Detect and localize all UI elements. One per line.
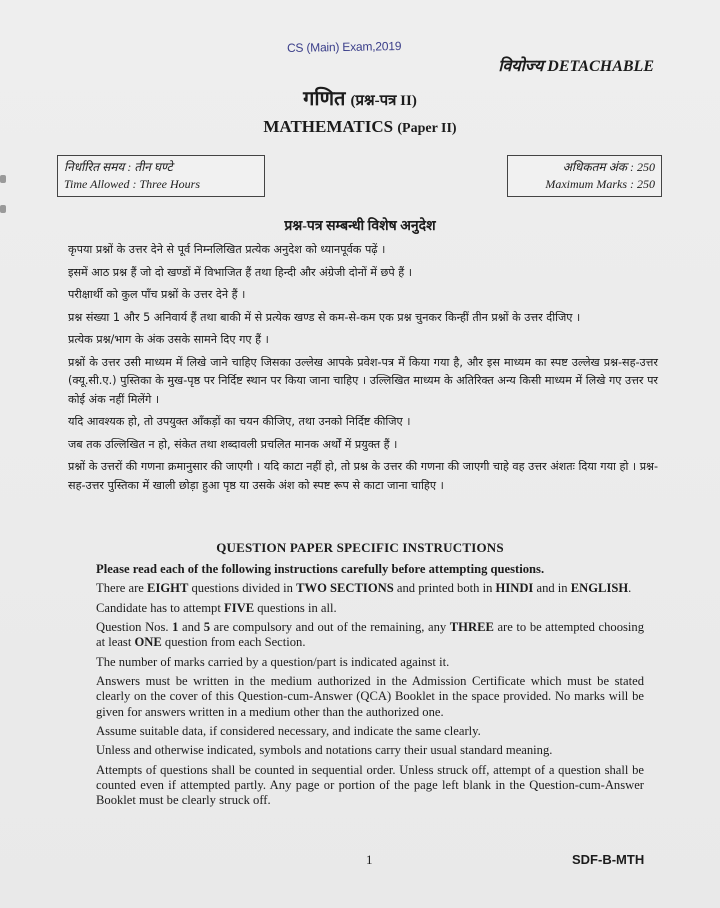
maximum-marks-box bbox=[507, 155, 662, 197]
hindi-instruction: जब तक उल्लिखित न हो, संकेत तथा शब्दावली प्रचलित मानक अर्थों में प्रयुक्त हैं । bbox=[68, 437, 398, 451]
english-instructions-list bbox=[96, 562, 644, 813]
hindi-instructions-heading: प्रश्न-पत्र सम्बन्धी विशेष अनुदेश bbox=[284, 219, 436, 234]
hindi-instruction: यदि आवश्यक हो, तो उपयुक्त आँकड़ों का चयन कीजिए, तथा उनको निर्दिष्ट कीजिए । bbox=[68, 415, 411, 428]
time-allowed-box bbox=[57, 155, 265, 197]
english-subject: MATHEMATICS bbox=[263, 117, 394, 136]
english-instruction-lead: Please read each of the following instructions carefully before attempting questions. bbox=[96, 562, 545, 576]
english-paper: (Paper II) bbox=[397, 121, 457, 136]
hindi-paper: (प्रश्न-पत्र II) bbox=[350, 93, 417, 109]
english-instruction: Assume suitable data, if considered necessary, and indicate the same clearly. bbox=[96, 723, 481, 738]
hindi-instruction: प्रश्न संख्या 1 और 5 अनिवार्य हैं तथा बाकी में से प्रत्येक खण्ड से कम-से-कम एक प्रश्न चुनकर किन्हीं तीन प्रश्नों के उत्तर दीजिए । bbox=[68, 310, 581, 324]
exam-stamp: CS (Main) Exam,2019 bbox=[286, 39, 402, 55]
binding-mark bbox=[0, 205, 6, 213]
english-instruction: Attempts of questions shall be counted in sequential order. Unless struck off, attempt of a question shall be counted even if attempted partly. Any page or portion of the page left blank in the Question-cum-Answer Booklet must be clearly struck off. bbox=[96, 762, 644, 808]
page-number: 1 bbox=[366, 852, 373, 867]
time-allowed-hindi: निर्धारित समय : तीन घण्टे bbox=[64, 160, 173, 174]
english-title bbox=[0, 117, 720, 137]
time-allowed-english: Time Allowed : Three Hours bbox=[64, 177, 201, 191]
hindi-instruction: परीक्षार्थी को कुल पाँच प्रश्नों के उत्तर देने हैं । bbox=[68, 288, 246, 301]
binding-mark bbox=[0, 175, 6, 183]
english-instruction: The number of marks carried by a question/part is indicated against it. bbox=[96, 654, 450, 669]
english-instruction: Question Nos. 1 and 5 are compulsory and out of the remaining, any THREE are to be attempted choosing at least ONE question from each Section. bbox=[96, 620, 645, 650]
hindi-subject: गणित bbox=[303, 88, 346, 110]
hindi-instruction: प्रश्नों के उत्तरों की गणना क्रमानुसार की जाएगी । यदि काटा नहीं हो, तो प्रश्न के उत्तर की गणना की जाएगी चाहे वह उत्तर अंशतः दिया गया हो । प्रश्न-सह-उत्तर पुस्तिका में खाली छोड़ा हुआ पृष्ठ या उसके अंश को स्पष्ट रूप से काटा जाना चाहिए । bbox=[68, 460, 659, 492]
detachable-label bbox=[498, 54, 654, 76]
english-instruction: Answers must be written in the medium authorized in the Admission Certificate which must be stated clearly on the cover of this Question-cum-Answer (QCA) Booklet in the space provided. No marks will be given for answers written in a medium other than the authorized one. bbox=[96, 674, 644, 719]
hindi-instructions-list bbox=[68, 241, 658, 499]
detachable-english: DETACHABLE bbox=[547, 58, 654, 75]
hindi-instruction: प्रश्नों के उत्तर उसी माध्यम में लिखे जाने चाहिए जिसका उल्लेख आपके प्रवेश-पत्र में किया गया है, और इस माध्यम का स्पष्ट उल्लेख प्रश्न-सह-उत्तर (क्यू.सी.ए.) पुस्तिका के मुख-पृष्ठ पर निर्दिष्ट स्थान पर किया जाना चाहिए । उल्लिखित माध्यम के अतिरिक्त अन्य किसी माध्यम में लिखे गए उत्तर पर कोई अंक नहीं मिलेंगे । bbox=[68, 355, 658, 406]
detachable-hindi: वियोज्य bbox=[498, 58, 544, 75]
hindi-instruction: प्रत्येक प्रश्न/भाग के अंक उसके सामने दिए गए हैं । bbox=[68, 333, 269, 346]
english-instructions-heading: QUESTION PAPER SPECIFIC INSTRUCTIONS bbox=[216, 540, 504, 555]
english-instruction: Candidate has to attempt FIVE questions in all. bbox=[96, 600, 337, 615]
hindi-title bbox=[0, 84, 720, 111]
paper-code: SDF-B-MTH bbox=[572, 852, 645, 867]
hindi-instruction: इसमें आठ प्रश्न हैं जो दो खण्डों में विभाजित हैं तथा हिन्दी और अंग्रेजी दोनों में छपे हैं । bbox=[68, 265, 413, 279]
maximum-marks-hindi: अधिकतम अंक : 250 bbox=[562, 160, 655, 174]
maximum-marks-english: Maximum Marks : 250 bbox=[545, 177, 655, 191]
hindi-instruction: कृपया प्रश्नों के उत्तर देने से पूर्व निम्नलिखित प्रत्येक अनुदेश को ध्यानपूर्वक पढ़ें । bbox=[68, 243, 386, 256]
english-instruction: Unless and otherwise indicated, symbols and notations carry their usual standard meaning. bbox=[96, 743, 553, 758]
english-instruction: There are EIGHT questions divided in TWO SECTIONS and printed both in HINDI and in ENGLISH. bbox=[96, 581, 632, 596]
